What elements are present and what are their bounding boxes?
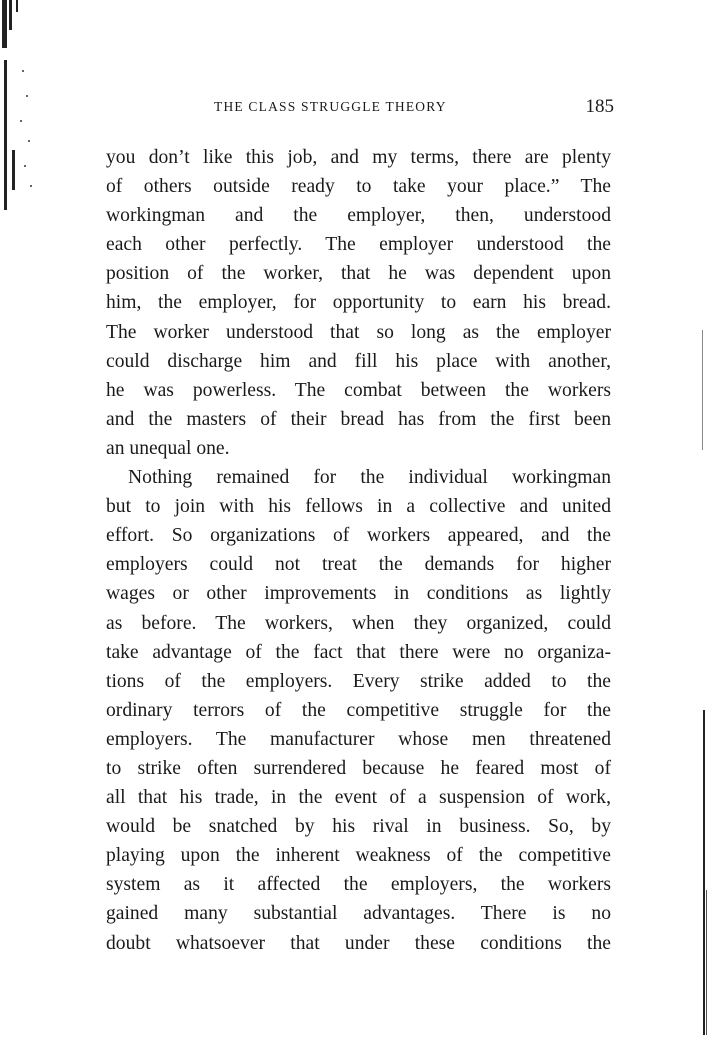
text-line: could discharge him and fill his place with another,: [106, 350, 611, 372]
text-line: all that his trade, in the event of a suspension of work,: [106, 787, 611, 809]
text-line: workingman and the employer, then, understood: [106, 205, 611, 227]
scan-shadow-right: [700, 330, 708, 1035]
text-line: to strike often surrendered because he feared most of: [106, 757, 611, 779]
text-line: each other perfectly. The employer understood the: [106, 234, 611, 256]
page-number: 185: [585, 96, 614, 117]
text-line: employers could not treat the demands for higher: [106, 554, 611, 576]
text-line: wages or other improvements in conditions as lightly: [106, 583, 611, 605]
text-line: of others outside ready to take your place.” The: [106, 176, 611, 198]
scan-shadow-left: [0, 0, 36, 210]
paragraph-end-line: an unequal one.: [106, 437, 230, 459]
text-line: doubt whatsoever that under these conditions the: [106, 932, 611, 954]
body-text: [106, 143, 611, 958]
text-line: effort. So organizations of workers appeared, and the: [106, 525, 611, 547]
paragraph-start-line: Nothing remained for the individual workingman: [128, 467, 611, 489]
text-line: and the masters of their bread has from the first been: [106, 408, 611, 430]
page-header: [214, 96, 614, 120]
text-line: gained many substantial advantages. There is no: [106, 903, 611, 925]
text-line: but to join with his fellows in a collective and united: [106, 496, 611, 518]
text-line: would be snatched by his rival in business. So, by: [106, 816, 611, 838]
text-line: playing upon the inherent weakness of the competitive: [106, 845, 611, 867]
running-head: THE CLASS STRUGGLE THEORY: [214, 99, 447, 114]
text-line: ordinary terrors of the competitive struggle for the: [106, 699, 611, 721]
text-line: him, the employer, for opportunity to earn his bread.: [106, 292, 611, 314]
text-line: position of the worker, that he was dependent upon: [106, 263, 611, 285]
text-line: take advantage of the fact that there were no organiza-: [106, 641, 611, 663]
text-line: as before. The workers, when they organized, could: [106, 612, 611, 634]
text-line: employers. The manufacturer whose men threatened: [106, 728, 611, 750]
text-line: system as it affected the employers, the workers: [106, 874, 611, 896]
text-line: he was powerless. The combat between the workers: [106, 379, 611, 401]
text-line: The worker understood that so long as the employer: [106, 321, 611, 343]
text-line: you don’t like this job, and my terms, there are plenty: [106, 147, 611, 168]
text-line: tions of the employers. Every strike added to the: [106, 670, 611, 692]
